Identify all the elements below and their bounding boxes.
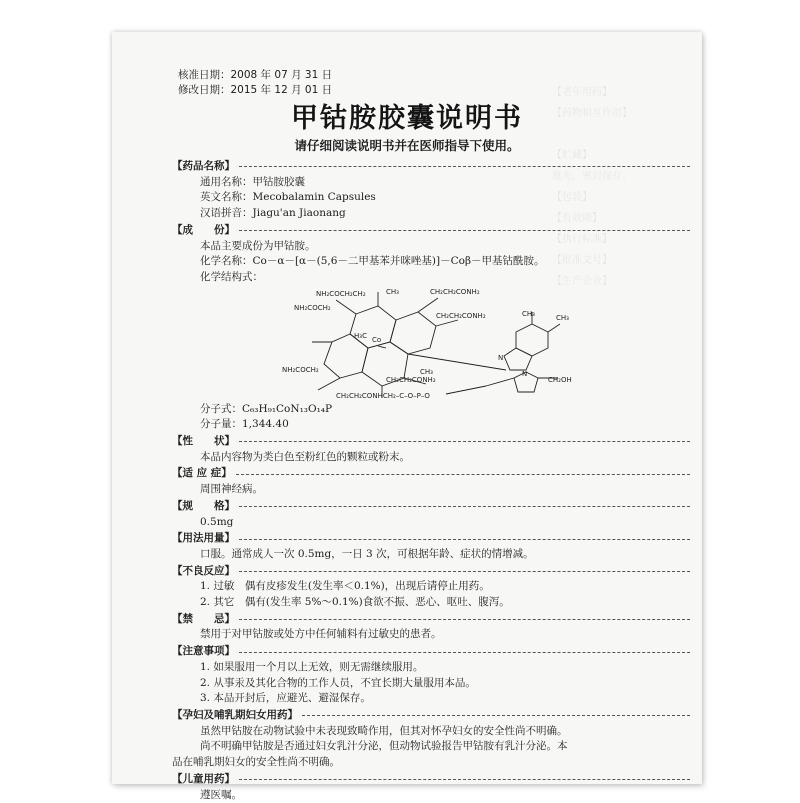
document-subtitle: 请仔细阅读说明书并在医师指导下使用。 xyxy=(112,136,702,154)
revision-date: 修改日期：2015 年 12 月 01 日 xyxy=(178,83,332,98)
section-heading-composition: 【成 份】 xyxy=(172,223,692,239)
svg-text:CH₂OH: CH₂OH xyxy=(548,376,572,384)
leaflet-sheet xyxy=(112,32,702,784)
svg-text:CH₃: CH₃ xyxy=(522,310,535,318)
svg-text:CH₃: CH₃ xyxy=(556,314,569,322)
english-name: 英文名称：Mecobalamin Capsules xyxy=(172,190,692,206)
pregnancy-text-1: 虽然甲钴胺在动物试验中未表现致畸作用，但其对怀孕妇女的安全性尚不明确。 xyxy=(172,724,692,740)
generic-name: 通用名称：甲钴胺胶囊 xyxy=(172,175,692,191)
section-heading-children: 【儿童用药】 xyxy=(172,772,692,788)
date-block xyxy=(178,68,332,98)
svg-text:NH₂COCH₂: NH₂COCH₂ xyxy=(294,304,331,312)
reverse-side-bleed: 【老年用药】 【药物相互作用】 【贮藏】 遮光，密封保存。 【包装】 【有效期】 【执行标准】 【批准文号】 【生产企业】 xyxy=(552,82,692,782)
svg-text:CH₃: CH₃ xyxy=(420,368,433,376)
children-text: 遵医嘱。 xyxy=(172,788,692,803)
chemical-name: 化学名称：Co－α－[α－(5,6－二甲基苯并咪唑基)]－Coβ－甲基钴酰胺。 xyxy=(172,254,692,270)
precaution-item-2: 2. 从事汞及其化合物的工作人员，不宜长期大量服用本品。 xyxy=(172,676,692,692)
svg-text:N: N xyxy=(522,370,527,378)
molecular-weight: 分子量：1,344.40 xyxy=(172,417,692,433)
contraindications-text: 禁用于对甲钴胺或处方中任何辅料有过敏史的患者。 xyxy=(172,627,692,643)
indications-text: 周围神经病。 xyxy=(172,482,692,498)
svg-text:N: N xyxy=(498,354,503,362)
svg-text:CH₂CH₂CONH₂: CH₂CH₂CONH₂ xyxy=(430,288,480,296)
chemical-structure-diagram xyxy=(186,286,692,402)
adverse-item-2: 2. 其它 偶有(发生率 5%～0.1%)食欲不振、恶心、呕吐、腹泻。 xyxy=(172,595,692,611)
leaflet-body xyxy=(172,158,692,803)
section-heading-spec: 【规 格】 xyxy=(172,499,692,515)
section-heading-name: 【药品名称】 xyxy=(172,159,692,175)
svg-text:CH₃: CH₃ xyxy=(386,288,399,296)
main-ingredient: 本品主要成份为甲钴胺。 xyxy=(172,239,692,255)
document-title: 甲钴胺胶囊说明书 xyxy=(112,96,702,135)
svg-text:NH₂COCH₂CH₂: NH₂COCH₂CH₂ xyxy=(316,290,366,298)
svg-text:CH₂CH₂CONH₂: CH₂CH₂CONH₂ xyxy=(436,312,486,320)
section-heading-contraindications: 【禁 忌】 xyxy=(172,612,692,628)
molecular-formula: 分子式：C₆₃H₉₁CoN₁₃O₁₄P xyxy=(172,402,692,418)
svg-text:NH₂COCH₂: NH₂COCH₂ xyxy=(282,366,319,374)
svg-text:CH₂CH₂CONHCH₂–C–O–P–O: CH₂CH₂CONHCH₂–C–O–P–O xyxy=(336,392,430,400)
section-heading-dosage: 【用法用量】 xyxy=(172,531,692,547)
structure-label: 化学结构式： xyxy=(172,270,692,286)
approval-date: 核准日期：2008 年 07 月 31 日 xyxy=(178,68,332,83)
section-heading-precautions: 【注意事项】 xyxy=(172,644,692,660)
section-heading-indications: 【适 应 症】 xyxy=(172,466,692,482)
svg-text:CH₂CH₂CONH₂: CH₂CH₂CONH₂ xyxy=(386,376,436,384)
precaution-item-1: 1. 如果服用一个月以上无效，则无需继续服用。 xyxy=(172,660,692,676)
pinyin-name: 汉语拼音：Jiagu'an Jiaonang xyxy=(172,206,692,222)
traits-text: 本品内容物为类白色至粉红色的颗粒或粉末。 xyxy=(172,450,692,466)
spec-text: 0.5mg xyxy=(172,515,692,531)
adverse-item-1: 1. 过敏 偶有皮疹发生(发生率＜0.1%)，出现后请停止用药。 xyxy=(172,579,692,595)
pregnancy-text-2: 尚不明确甲钴胺是否通过妇女乳汁分泌，但动物试验报告甲钴胺有乳汁分泌。本 xyxy=(172,739,692,755)
svg-text:H₃C: H₃C xyxy=(354,332,367,340)
dosage-text: 口服。通常成人一次 0.5mg，一日 3 次，可根据年龄、症状的情增减。 xyxy=(172,547,692,563)
section-heading-traits: 【性 状】 xyxy=(172,434,692,450)
section-heading-adverse: 【不良反应】 xyxy=(172,564,692,580)
section-heading-pregnancy: 【孕妇及哺乳期妇女用药】 xyxy=(172,708,692,724)
precaution-item-3: 3. 本品开封后，应避光、避湿保存。 xyxy=(172,691,692,707)
svg-text:Co: Co xyxy=(372,336,381,344)
pregnancy-text-3: 品在哺乳期妇女的安全性尚不明确。 xyxy=(172,755,692,771)
